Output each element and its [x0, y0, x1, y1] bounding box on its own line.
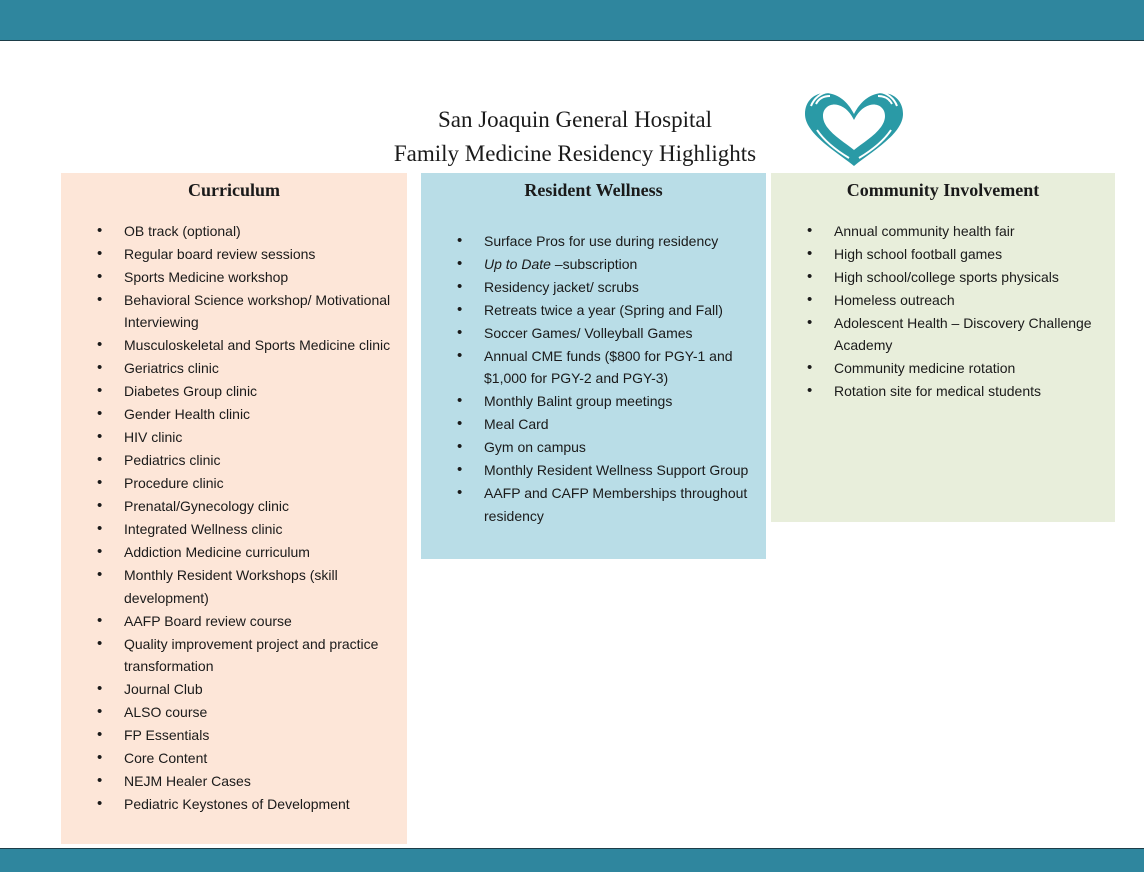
title-line-1: San Joaquin General Hospital [437, 107, 713, 132]
list-item: • Adolescent Health – Discovery Challenge Academy [771, 312, 1115, 357]
list-item: • FP Essentials [61, 724, 407, 746]
list-item: • High school/college sports physicals [771, 266, 1115, 288]
list-item: • Community medicine rotation [771, 357, 1115, 379]
uptodate-label: Up to Date [484, 256, 551, 272]
community-panel [771, 173, 1115, 522]
list-item: • Pediatric Keystones of Development [61, 793, 407, 815]
list-item: • Monthly Balint group meetings [421, 390, 766, 412]
list-item: • Geriatrics clinic [61, 357, 407, 379]
community-heading: Community Involvement [846, 180, 1040, 200]
list-item: • Monthly Resident Workshops (skill development) [61, 564, 407, 609]
uptodate-rest: –subscription [550, 256, 638, 272]
heart-hands-icon [797, 86, 911, 168]
list-item: • Rotation site for medical students [771, 380, 1115, 402]
list-item: • Behavioral Science workshop/ Motivational Interviewing [61, 289, 407, 334]
list-item: • Homeless outreach [771, 289, 1115, 311]
list-item [421, 253, 766, 275]
list-item: • Monthly Resident Wellness Support Group [421, 459, 766, 481]
list-item: • Regular board review sessions [61, 243, 407, 265]
list-item: • Quality improvement project and practice transformation [61, 633, 407, 678]
list-item: • Procedure clinic [61, 472, 407, 494]
list-item: • High school football games [771, 243, 1115, 265]
list-item: • Diabetes Group clinic [61, 380, 407, 402]
list-item: • Residency jacket/ scrubs [421, 276, 766, 298]
list-item: • Journal Club [61, 678, 407, 700]
top-banner [0, 0, 1144, 41]
list-item: • NEJM Healer Cases [61, 770, 407, 792]
list-item: • Pediatrics clinic [61, 449, 407, 471]
list-item: • Soccer Games/ Volleyball Games [421, 322, 766, 344]
wellness-heading: Resident Wellness [524, 180, 663, 200]
list-item: • Surface Pros for use during residency [421, 230, 766, 252]
curriculum-panel [61, 173, 407, 844]
curriculum-list [61, 220, 407, 816]
list-item: • Meal Card [421, 413, 766, 435]
list-item: • ALSO course [61, 701, 407, 723]
bottom-banner [0, 848, 1144, 872]
page-title [330, 103, 820, 171]
list-item: • Core Content [61, 747, 407, 769]
title-line-2: Family Medicine Residency Highlights [393, 141, 757, 166]
list-item: • Annual community health fair [771, 220, 1115, 242]
wellness-list [421, 230, 766, 528]
list-item: • Prenatal/Gynecology clinic [61, 495, 407, 517]
list-item: • Sports Medicine workshop [61, 266, 407, 288]
wellness-panel [421, 173, 766, 559]
list-item: • AAFP and CAFP Memberships throughout residency [421, 482, 766, 527]
list-item: • OB track (optional) [61, 220, 407, 242]
list-item: • Retreats twice a year (Spring and Fall) [421, 299, 766, 321]
curriculum-heading: Curriculum [188, 180, 280, 200]
list-item: • Integrated Wellness clinic [61, 518, 407, 540]
list-item: • Gym on campus [421, 436, 766, 458]
list-item: • Musculoskeletal and Sports Medicine clinic [61, 334, 407, 356]
list-item: • AAFP Board review course [61, 610, 407, 632]
community-list [771, 220, 1115, 403]
list-item: • HIV clinic [61, 426, 407, 448]
list-item: • Addiction Medicine curriculum [61, 541, 407, 563]
list-item: • Gender Health clinic [61, 403, 407, 425]
list-item: • Annual CME funds ($800 for PGY-1 and $1,000 for PGY-2 and PGY-3) [421, 345, 766, 390]
